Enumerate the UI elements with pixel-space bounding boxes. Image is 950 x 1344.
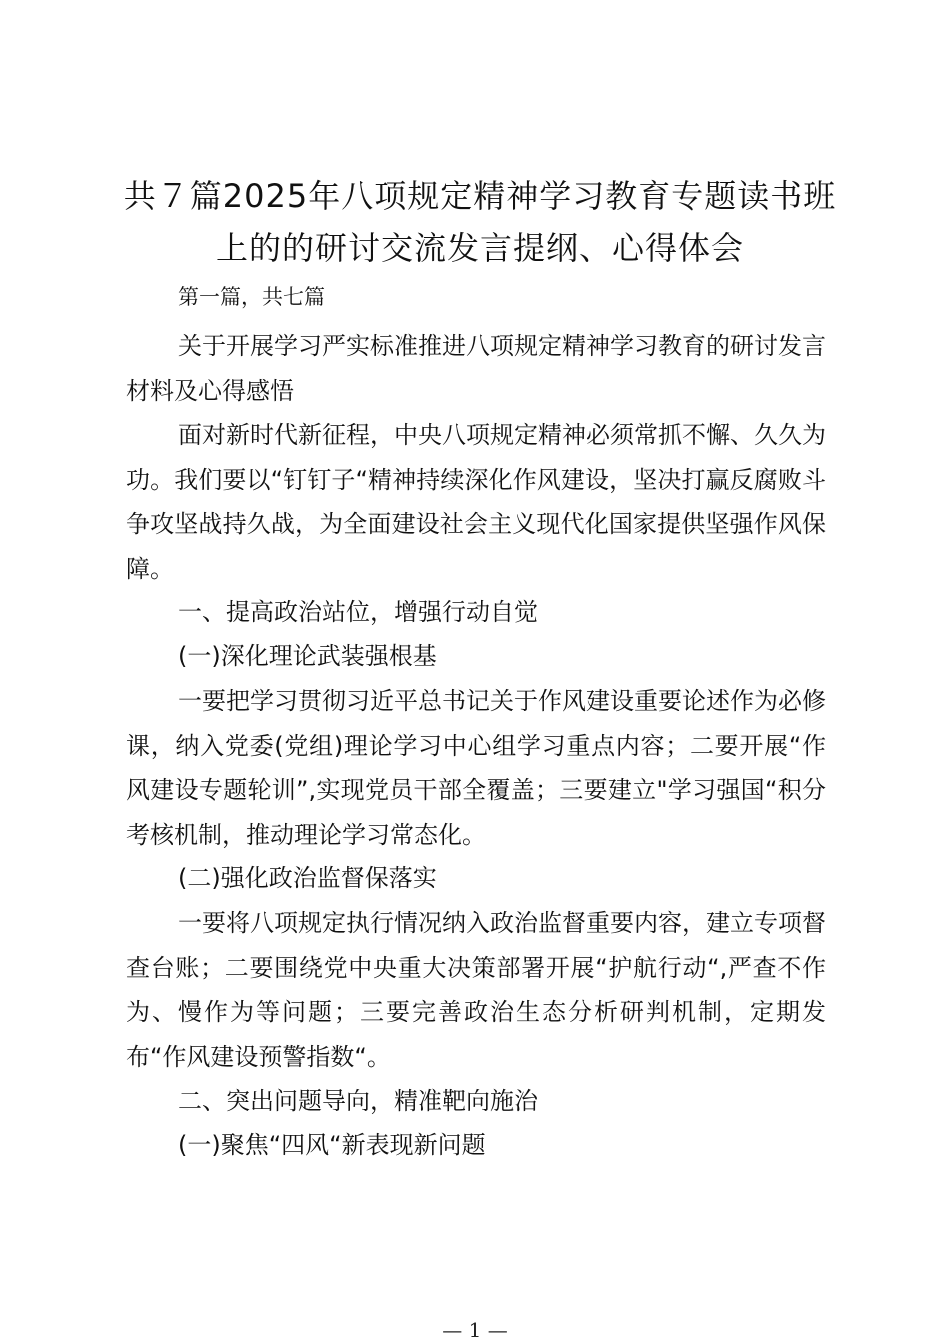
paragraph-intro: 面对新时代新征程，中央八项规定精神必须常抓不懈、久久为功。我们要以“钉钉子“精神持续深化作风建设，坚决打赢反腐败斗争攻坚战持久战，为全面建设社会主义现代化国家提供坚强作风保障。 xyxy=(126,421,826,583)
heading-subsection-2-1: (一)聚焦“四风“新表现新问题 xyxy=(178,1131,486,1159)
document-subtitle: 第一篇，共七篇 xyxy=(178,285,325,309)
page-number: — 1 — xyxy=(442,1318,508,1342)
heading-section-2: 二、突出问题导向，精准靶向施治 xyxy=(178,1087,538,1115)
document-title: 共７篇2025年八项规定精神学习教育专题读书班上的的研讨交流发言提纲、心得体会 xyxy=(123,177,837,267)
heading-subsection-1-2: (二)强化政治监督保落实 xyxy=(178,864,437,892)
paragraph-subsection-1-1: 一要把学习贯彻习近平总书记关于作风建设重要论述作为必修课，纳入党委(党组)理论学习中心组学习重点内容；二要开展“作风建设专题轮训”,实现党员干部全覆盖；三要建立"学习强国“积分考核机制，推动理论学习常态化。 xyxy=(126,687,826,849)
heading-subsection-1-1: (一)深化理论武装强根基 xyxy=(178,642,437,670)
paragraph-topic: 关于开展学习严实标准推进八项规定精神学习教育的研讨发言材料及心得感悟 xyxy=(126,332,826,405)
paragraph-subsection-1-2: 一要将八项规定执行情况纳入政治监督重要内容，建立专项督查台账；二要围绕党中央重大决策部署开展“护航行动“,严查不作为、慢作为等问题；三要完善政治生态分析研判机制，定期发布“作风建设预警指数“。 xyxy=(126,909,826,1071)
heading-section-1: 一、提高政治站位，增强行动自觉 xyxy=(178,598,538,626)
